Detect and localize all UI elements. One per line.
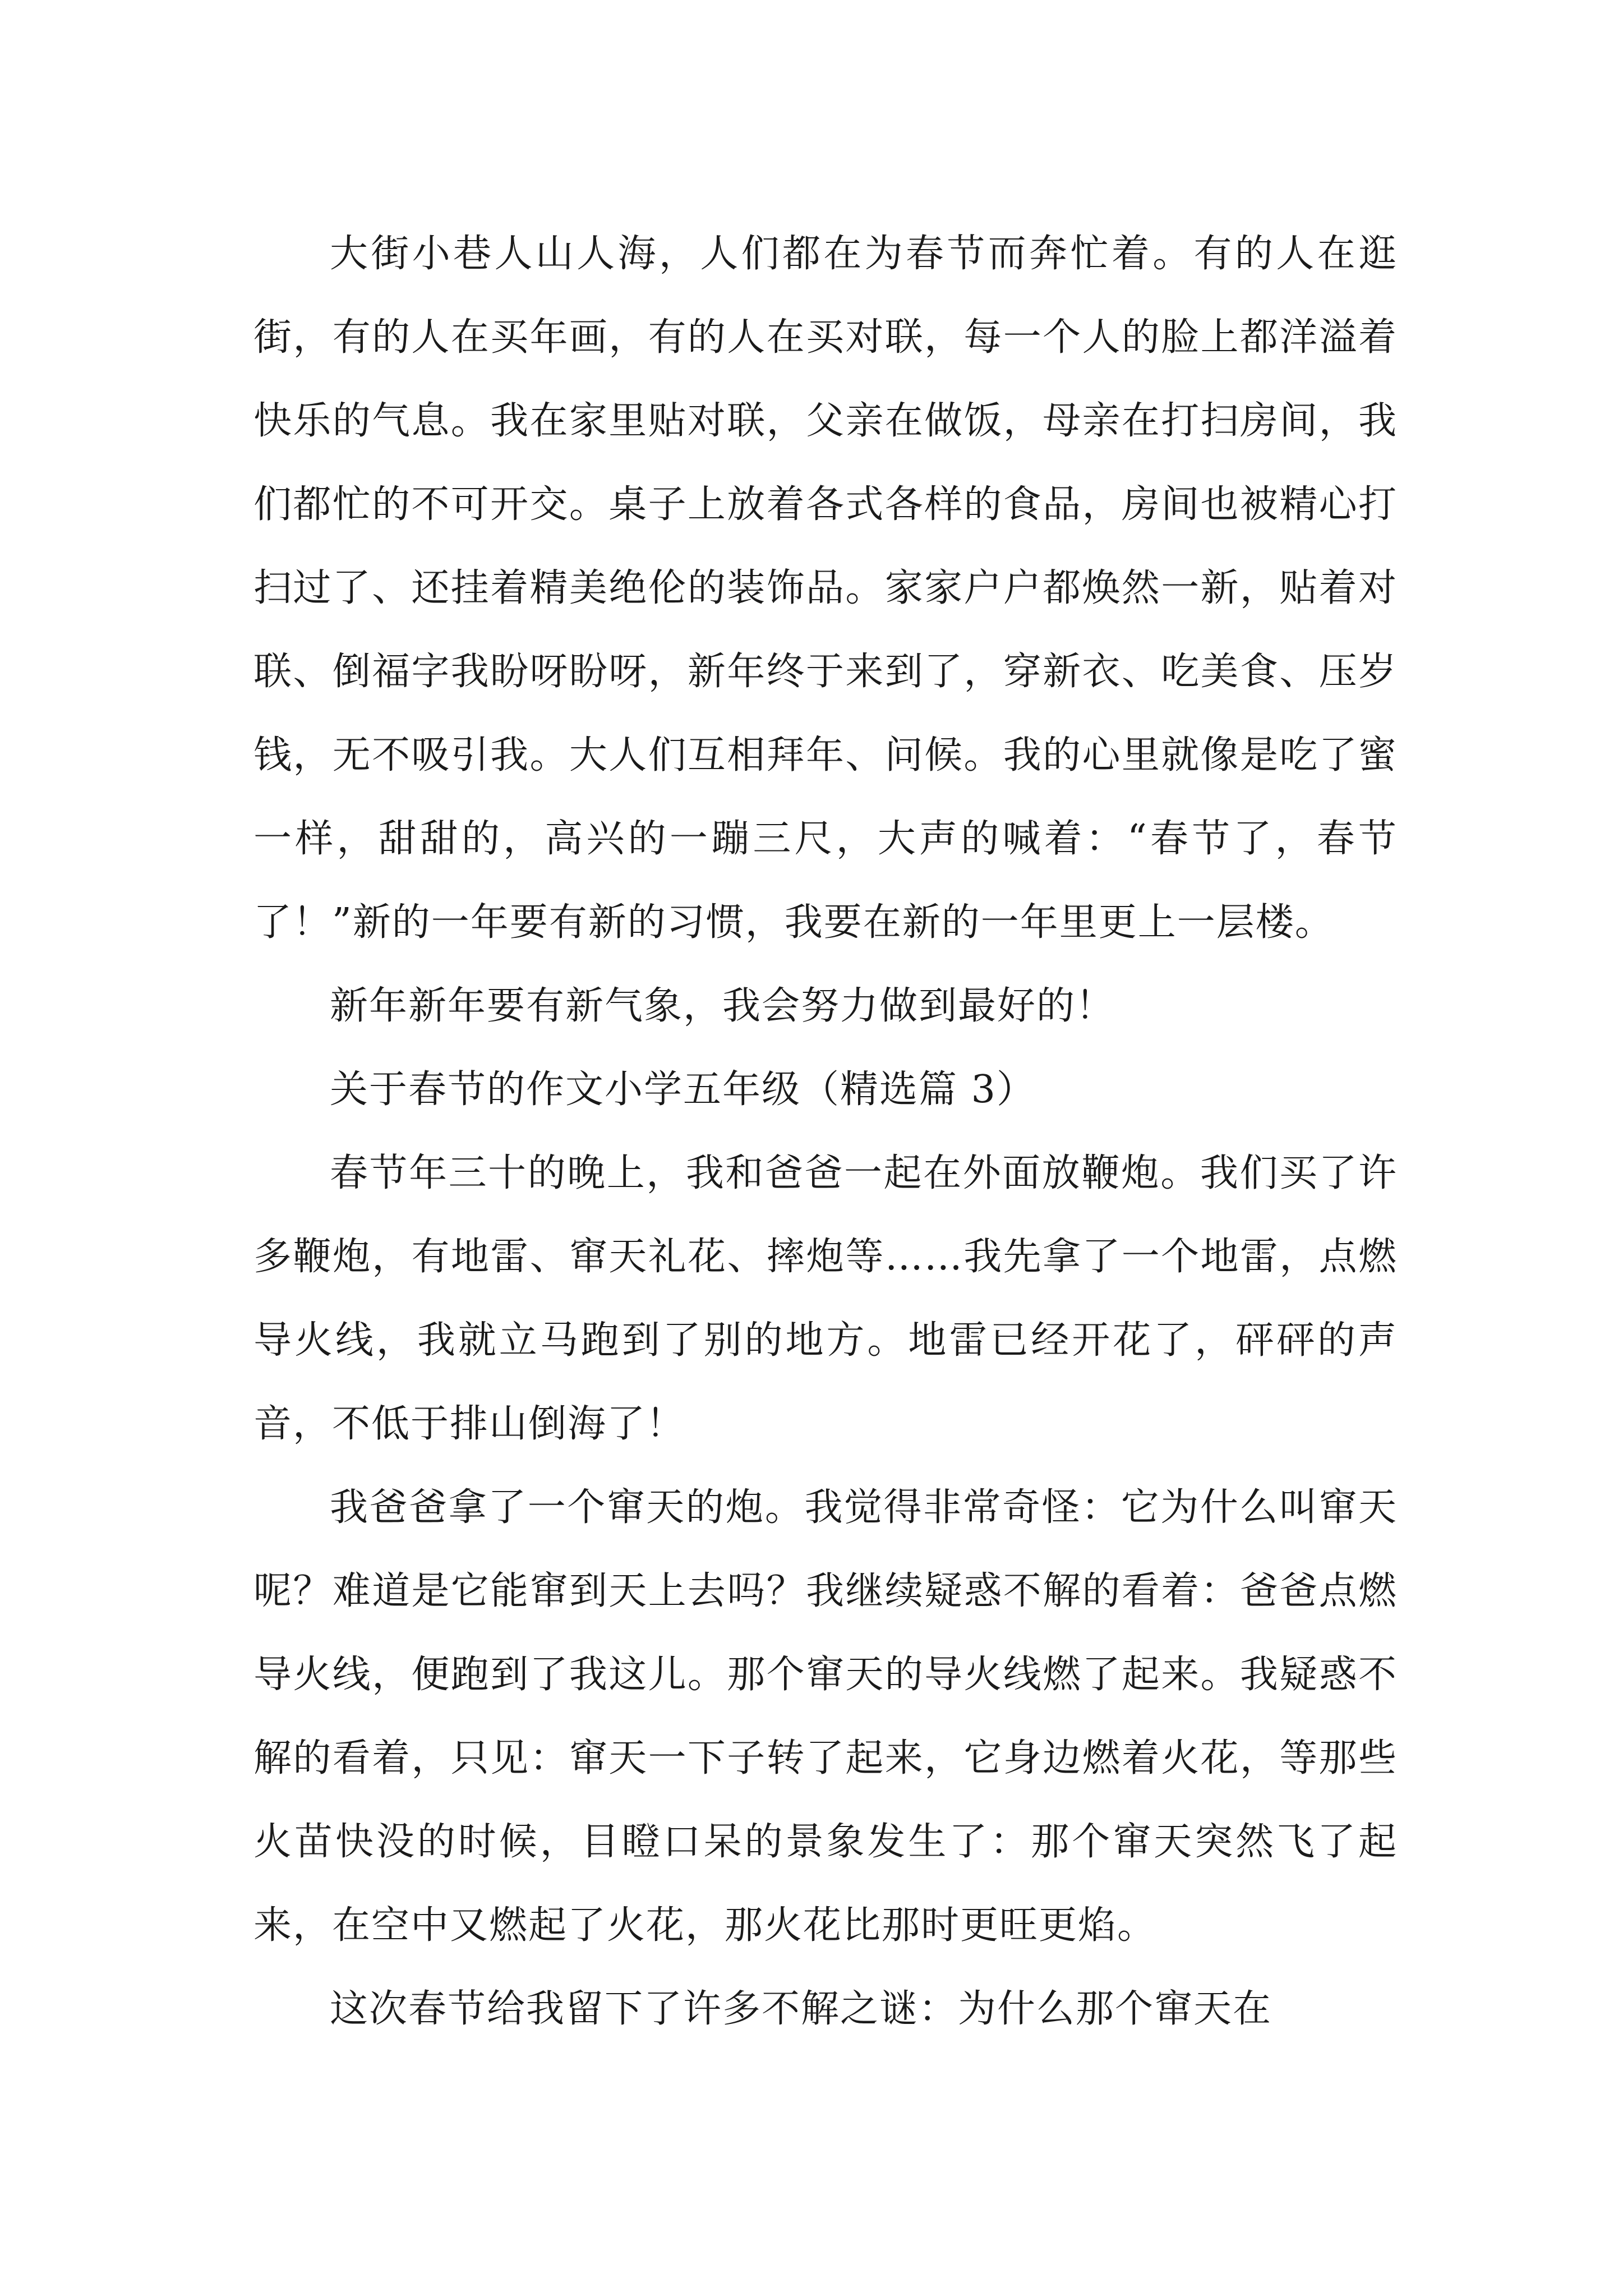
paragraph-sky-rocket: 我爸爸拿了一个窜天的炮。我觉得非常奇怪：它为什么叫窜天呢？难道是它能窜到天上去吗？我继续疑惑不解的看着：爸爸点燃导火线，便跑到了我这儿。那个窜天的导火线燃了起来。我疑惑不解的看着，只见：窜天一下子转了起来，它身边燃着火花，等那些火苗快没的时候，目瞪口呆的景象发生了：那个窜天突然飞了起来，在空中又燃起了火花，那火花比那时更旺更焰。 [253,1485,1398,1948]
paragraph-unsolved-mystery: 这次春节给我留下了许多不解之谜：为什么那个窜天在 [330,1987,1272,2031]
paragraph-spring-festival-preparations: 大街小巷人山人海，人们都在为春节而奔忙着。有的人在逛街，有的人在买年画，有的人在买对联，每一个人的脸上都洋溢着快乐的气息。我在家里贴对联，父亲在做饭，母亲在打扫房间，我们都忙的不可开交。桌子上放着各式各样的食品，房间也被精心打扫过了、还挂着精美绝伦的装饰品。家家户户都焕然一新，贴着对联、倒福字我盼呀盼呀，新年终于来到了，穿新衣、吃美食、压岁钱，无不吸引我。大人们互相拜年、问候。我的心里就像是吃了蜜一样，甜甜的，高兴的一蹦三尺，大声的喊着：“春节了，春节了！”新的一年要有新的习惯，我要在新的一年里更上一层楼。 [253,232,1398,945]
essay-heading: 关于春节的作文小学五年级（精选篇 3） [330,1068,1036,1112]
essay-body [253,212,1398,2051]
paragraph-new-year-resolution: 新年新年要有新气象，我会努力做到最好的！ [330,984,1115,1028]
paragraph-firecrackers: 春节年三十的晚上，我和爸爸一起在外面放鞭炮。我们买了许多鞭炮，有地雷、窜天礼花、摔炮等……我先拿了一个地雷，点燃导火线，我就立马跑到了别的地方。地雷已经开花了，砰砰的声音，不低于排山倒海了！ [253,1151,1398,1446]
